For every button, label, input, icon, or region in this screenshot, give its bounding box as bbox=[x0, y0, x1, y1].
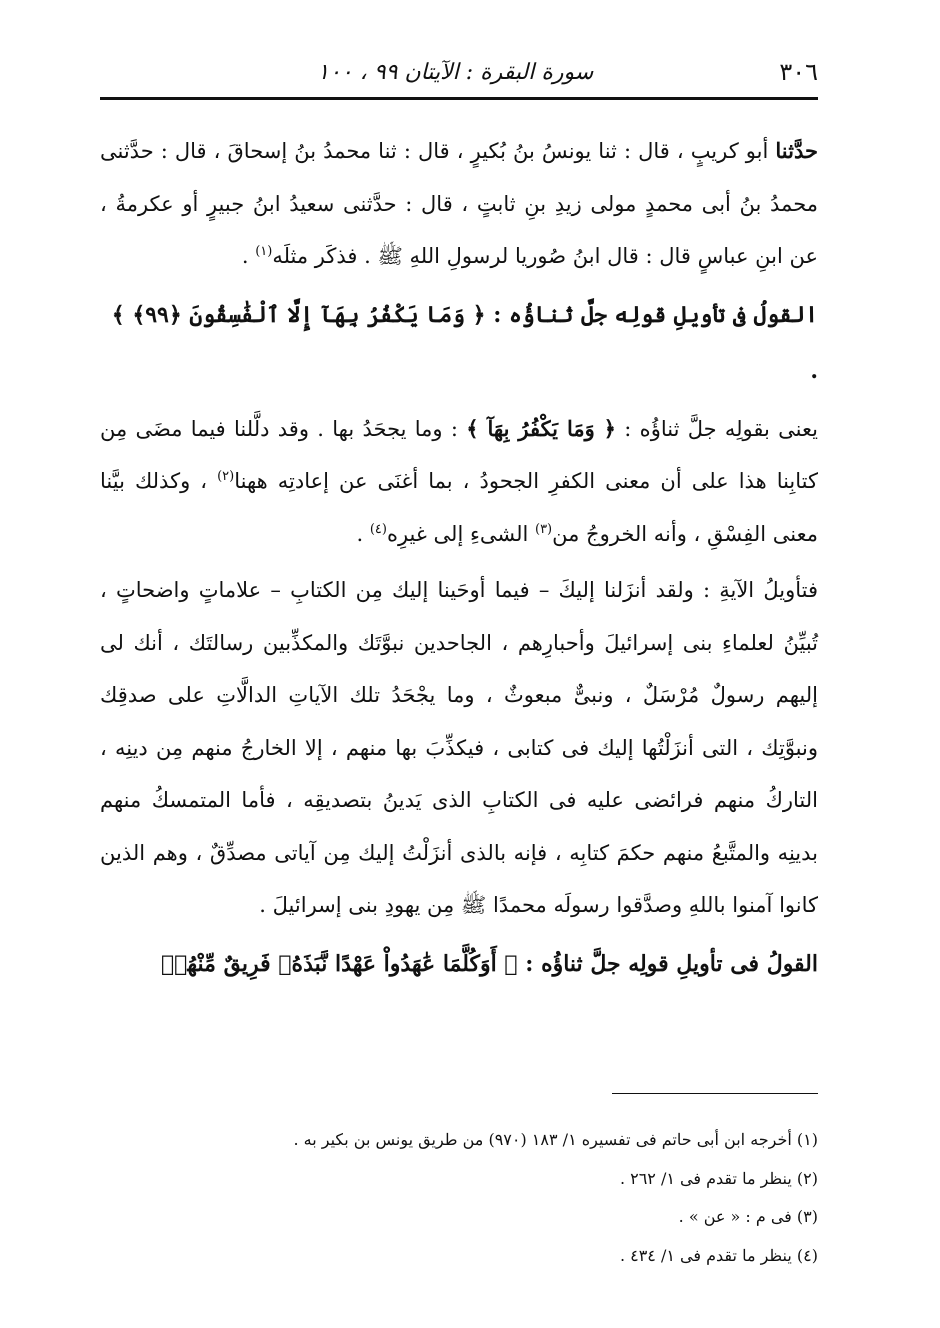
paragraph-lead-word: حدَّثنا bbox=[775, 138, 818, 163]
quran-verse-100: ﴿ أَوَكُلَّمَا عَٰهَدُواْ عَهْدًا نَّبَذَهُۥ فَرِيقٌ مِّنْهُمۚ bbox=[160, 950, 518, 977]
page-number: ٣٠٦ bbox=[779, 58, 818, 86]
footnote-2: (٢) ينظر ما تقدم فى ١/ ٢٦٢ . bbox=[619, 1168, 818, 1188]
header-rule bbox=[100, 97, 818, 100]
footnote-3: (٣) فى م : « عن » . bbox=[678, 1207, 818, 1226]
paragraph-isnad bbox=[100, 125, 818, 283]
running-title: سورة البقرة : الآيتان ٩٩ ، ١٠٠ bbox=[317, 59, 594, 85]
footnote-ref-4: (٤) bbox=[369, 521, 387, 537]
section-heading-100 bbox=[100, 936, 818, 992]
footnote-separator bbox=[612, 1093, 818, 1094]
page-header bbox=[100, 52, 818, 92]
paragraph-end: . bbox=[356, 521, 370, 546]
paragraph-text: أبو كريبٍ ، قال : ثنا يونسُ بنُ بُكيرٍ ، قال : ثنا محمدُ بنُ إسحاقَ ، قال : حدَّثنى محمدُ بنُ أبى محمدٍ مولى زيدِ بنِ ثابتٍ ، قال : حدَّثنى سعيدُ ابنُ جبيرٍ أو عكرمةُ ، عن ابنِ عباسٍ قال : قال ابنُ صُوريا لرسولِ اللهِ ﷺ . فذكَر مثلَه bbox=[100, 139, 818, 268]
paragraph-text-part-2: : وما يجحَدُ بها . وقد دلَّلنا فيما مضَى مِن كتابِنا هذا على أن معنى الكفرِ الجحودُ ، بما أغنَى عن إعادتِه ههنا bbox=[100, 416, 819, 493]
main-text bbox=[100, 125, 818, 996]
footnote-4: (٤) ينظر ما تقدم فى ١/ ٤٣٤ . bbox=[619, 1245, 818, 1265]
footnote-1: (١) أخرجه ابن أبى حاتم فى تفسيره ١/ ١٨٣ (٩٧٠) من طريق يونس بن بكير به . bbox=[293, 1130, 818, 1149]
quran-quote: ﴿ وَمَا يَكْفُرُ بِهَآ ﴾ bbox=[466, 415, 616, 441]
footnote-ref-3: (٣) bbox=[534, 521, 553, 537]
footnotes bbox=[100, 1121, 818, 1275]
footnote-ref-1: (١) bbox=[255, 244, 273, 259]
footnote-ref-2: (٢) bbox=[217, 469, 235, 484]
heading-text: القولُ فى تأويلِ قولِه جلَّ ثناؤُه : bbox=[485, 301, 818, 328]
heading-end: . bbox=[810, 357, 818, 384]
paragraph-text-part-1: يعنى بقولِه جلَّ ثناؤُه : bbox=[616, 416, 818, 441]
paragraph-text-part-3: ، وكذلك بيَّنا معنى الفِسْقِ ، وأنه الخروجُ من bbox=[100, 469, 818, 546]
paragraph-explanation bbox=[100, 403, 818, 561]
section-heading-99 bbox=[100, 287, 818, 399]
paragraph-end: . bbox=[241, 244, 256, 268]
paragraph-interpretation: فتأويلُ الآيةِ : ولقد أنزَلنا إليكَ – فيما أوحَينا إليك مِن الكتابِ – علاماتٍ واضحاتٍ ، تُبيِّنُ لعلماءِ بنى إسرائيلَ وأحبارِهم ، الجاحدين نبوَّتَك والمكذِّبين رسالتَك ، أنك لى إليهم رسولٌ مُرْسَلٌ ، ونبىٌّ مبعوثٌ ، وما يجْحَدُ تلك الآياتِ الدالَّاتِ على صدقِك ونبوَّتِك ، التى أنزَلْتُها إليك فى كتابى ، فيكذِّبَ بها منهم ، إلا الخارجُ منهم مِن دينِه ، التاركُ منهم فرائضى عليه فى الكتابِ الذى يَدينُ بتصديقِه ، فأما المتمسكُ منهم بدينِه والمتَّبعُ منهم حكمَ كتابِه ، فإنه بالذى أنزَلْتُ إليك مِن آياتى مصدِّقٌ ، وهم الذين كانوا آمنوا باللهِ وصدَّقوا رسولَه محمدًا ﷺ مِن يهودِ بنى إسرائيلَ . bbox=[100, 578, 818, 917]
paragraph-text-part-4: الشىءِ إلى غيرِه bbox=[386, 521, 535, 546]
heading-text: القولُ فى تأويلِ قولِه جلَّ ثناؤُه : bbox=[517, 950, 818, 977]
quran-verse-99: ﴿ وَمَا يَكْفُرُ بِهَآ إِلَّا ٱلْفَٰسِقُونَ ﴿٩٩﴾ ﴾ bbox=[111, 301, 486, 328]
